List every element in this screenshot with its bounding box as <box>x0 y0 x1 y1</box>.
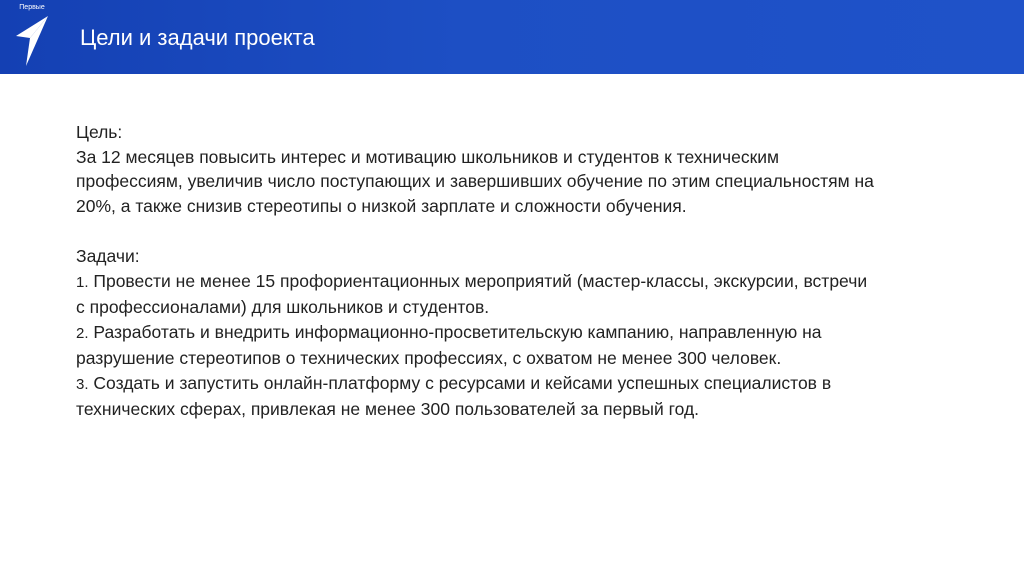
task-number: 2. <box>76 324 89 342</box>
task-text: Разработать и внедрить информационно-просветительскую кампанию, направленную на разрушение стереотипов о технических профессиях, с охватом не менее 300 человек. <box>76 321 822 368</box>
slide-header <box>0 0 1024 74</box>
task-item <box>76 320 876 371</box>
goal-text: За 12 месяцев повысить интерес и мотивацию школьников и студентов к техническим профессиям, увеличив число поступающих и завершивших обучение по этим специальностям на 20%, а также снизив стереотипы о низкой зарплате и сложности обучения. <box>76 146 874 216</box>
tasks-label: Задачи: <box>76 246 140 266</box>
logo <box>8 4 56 68</box>
goal-label: Цель: <box>76 122 123 142</box>
paper-plane-logo-icon <box>14 14 50 68</box>
task-item <box>76 269 876 320</box>
spacer <box>76 218 876 244</box>
task-text: Создать и запустить онлайн-платформу с ресурсами и кейсами успешных специалистов в технических сферах, привлекая не менее 300 пользователей за первый год. <box>76 372 832 419</box>
task-text: Провести не менее 15 профориентационных мероприятий (мастер-классы, экскурсии, встречи с профессионалами) для школьников и студентов. <box>76 270 868 317</box>
page-title: Цели и задачи проекта <box>80 25 315 50</box>
task-item <box>76 371 876 422</box>
task-number: 1. <box>76 273 89 291</box>
logo-text: Первые <box>19 4 45 11</box>
slide-body <box>76 120 876 422</box>
task-number: 3. <box>76 375 89 393</box>
